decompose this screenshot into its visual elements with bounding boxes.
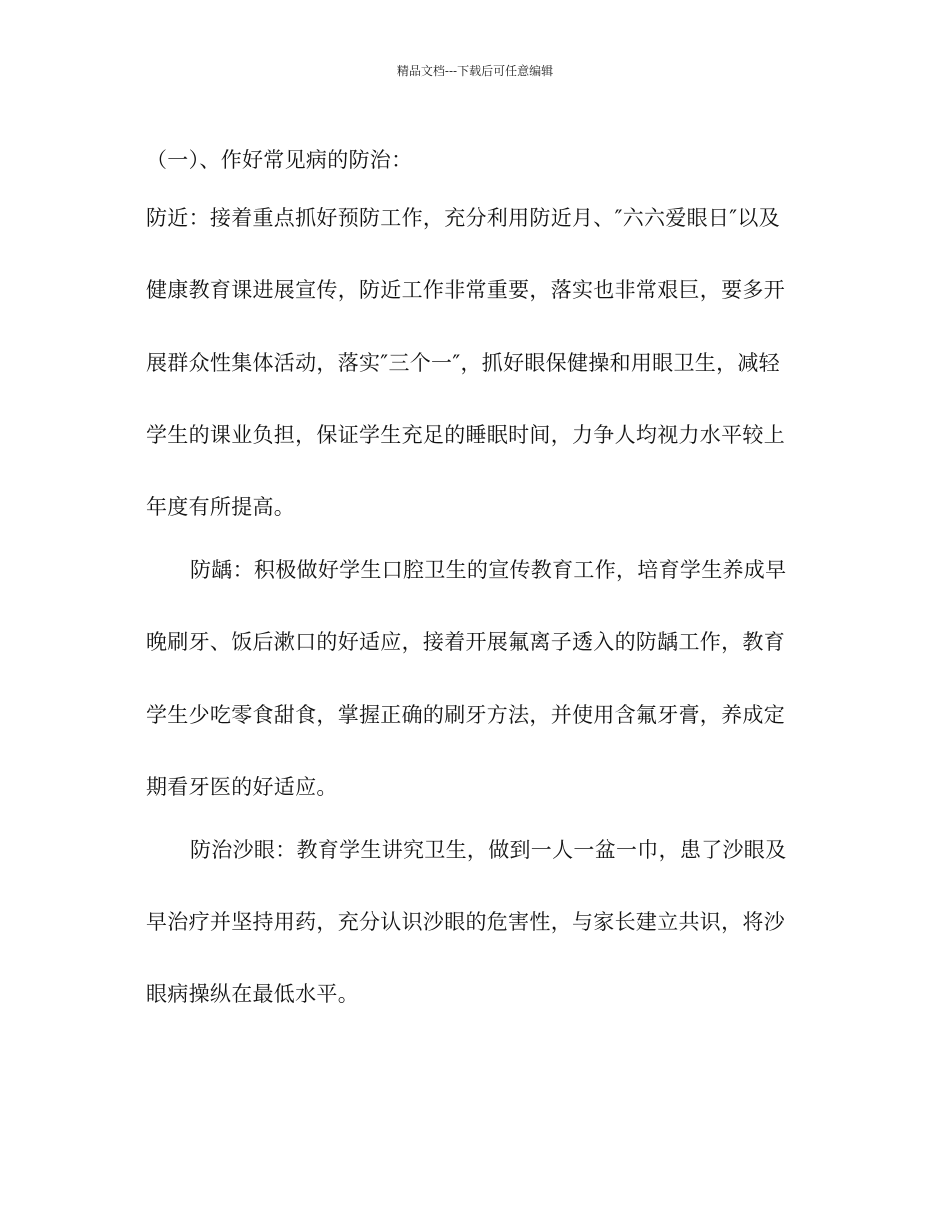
paragraph-line: 展群众性集体活动，落实″三个一″，抓好眼保健操和用眼卫生，减轻 <box>146 351 780 375</box>
paragraph-line: 防近：接着重点抓好预防工作，充分利用防近月、″六六爱眼日″以及 <box>146 206 780 230</box>
paragraph-line: 眼病操纵在最低水平。 <box>146 982 359 1006</box>
paragraph-line: 早治疗并坚持用药，充分认识沙眼的危害性，与家长建立共识，将沙 <box>146 910 785 934</box>
paragraph-line: 健康教育课进展宣传，防近工作非常重要，落实也非常艰巨，要多开 <box>146 278 785 302</box>
paragraph-line: 期看牙医的好适应。 <box>146 775 338 799</box>
paragraph-line: 晚刷牙、饭后漱口的好适应，接着开展氟离子透入的防龋工作，教育 <box>146 630 785 654</box>
paragraph-line: 年度有所提高。 <box>146 495 296 519</box>
paragraph-line: 学生的课业负担，保证学生充足的睡眠时间，力争人均视力水平较上 <box>146 423 785 447</box>
paragraph-line: 防龋：积极做好学生口腔卫生的宣传教育工作，培育学生养成早 <box>190 558 787 582</box>
paragraph-line: 防治沙眼：教育学生讲究卫生，做到一人一盆一巾，患了沙眼及 <box>190 838 787 862</box>
page-header: 精品文档---下载后可任意编辑 <box>396 64 554 78</box>
section-title: （一）、作好常见病的防治： <box>146 148 413 172</box>
paragraph-line: 学生少吃零食甜食，掌握正确的刷牙方法，并使用含氟牙膏，养成定 <box>146 703 785 727</box>
